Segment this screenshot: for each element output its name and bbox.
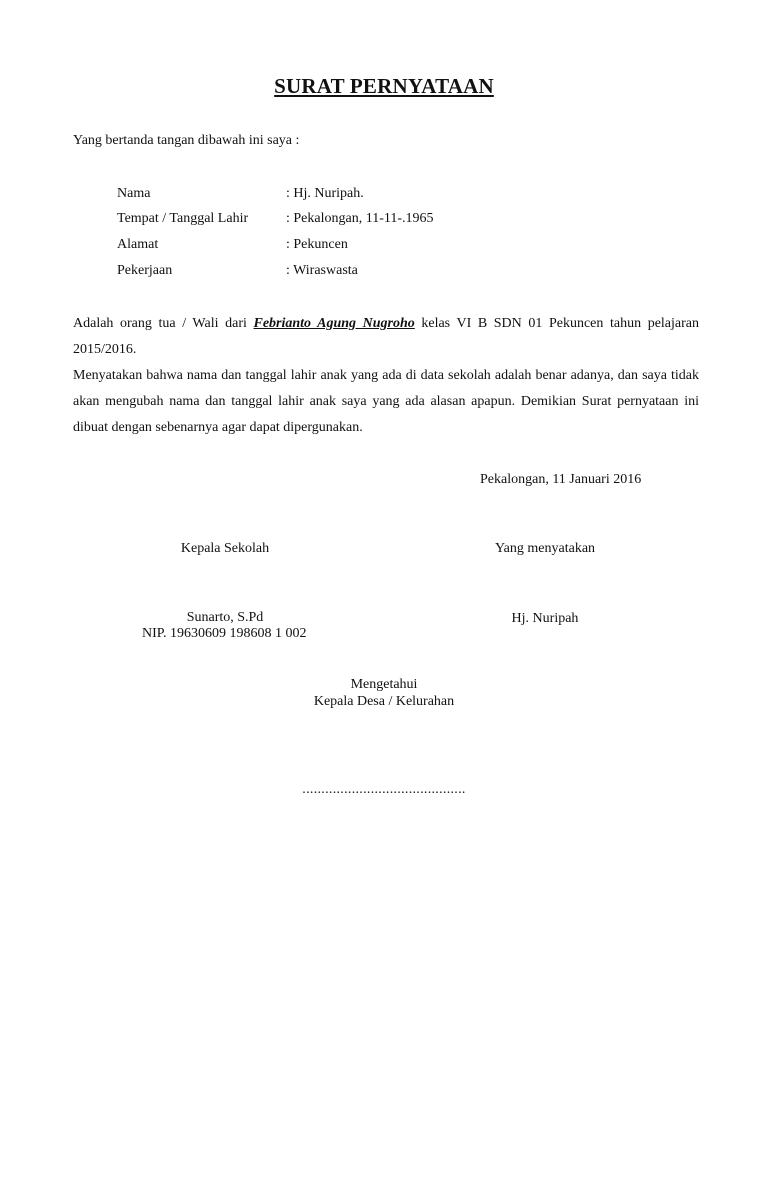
place-date: Pekalongan, 11 Januari 2016 [480,472,642,487]
paragraph-1-prefix: Adalah orang tua / Wali dari [73,316,254,331]
field-label-nama: Nama [117,186,151,201]
intro-text: Yang bertanda tangan dibawah ini saya : [73,133,300,148]
field-label-pekerjaan: Pekerjaan [117,263,173,278]
child-name: Febrianto Agung Nugroho [253,316,415,331]
left-signatory-role: Kepala Sekolah [180,541,270,556]
statement-paragraph-2: Menyatakan bahwa nama dan tanggal lahir anak yang ada di data sekolah adalah benar adanya, dan saya tidak akan mengubah nama dan tanggal lahir anak saya yang ada alasan apapun. Demikian Surat pernyataan ini dibuat dengan sebenarnya agar dapat dipergunakan. [73,368,699,435]
left-signatory-nip: NIP. 19630609 198608 1 002 [142,626,307,641]
field-value-nama: : Hj. Nuripah. [286,186,364,201]
document-title: SURAT PERNYATAAN [274,74,494,98]
left-signatory-name: Sunarto, S.Pd [186,610,264,625]
signature-blank-line: ........................................... [302,782,466,797]
right-signatory-name: Hj. Nuripah [511,611,579,626]
paragraph-1-suffix: kelas VI B SDN 01 Pekuncen tahun pelajaran 2015/2016. [73,316,699,357]
village-head-role: Kepala Desa / Kelurahan [313,694,455,709]
field-value-alamat: : Pekuncen [286,237,348,252]
field-label-ttl: Tempat / Tanggal Lahir [117,211,249,226]
statement-paragraph-1 [73,311,699,363]
acknowledgement-label: Mengetahui [350,677,418,692]
field-value-ttl: : Pekalongan, 11-11-.1965 [286,211,434,226]
field-label-alamat: Alamat [117,237,159,252]
right-signatory-role: Yang menyatakan [494,541,596,556]
field-value-pekerjaan: : Wiraswasta [286,263,358,278]
